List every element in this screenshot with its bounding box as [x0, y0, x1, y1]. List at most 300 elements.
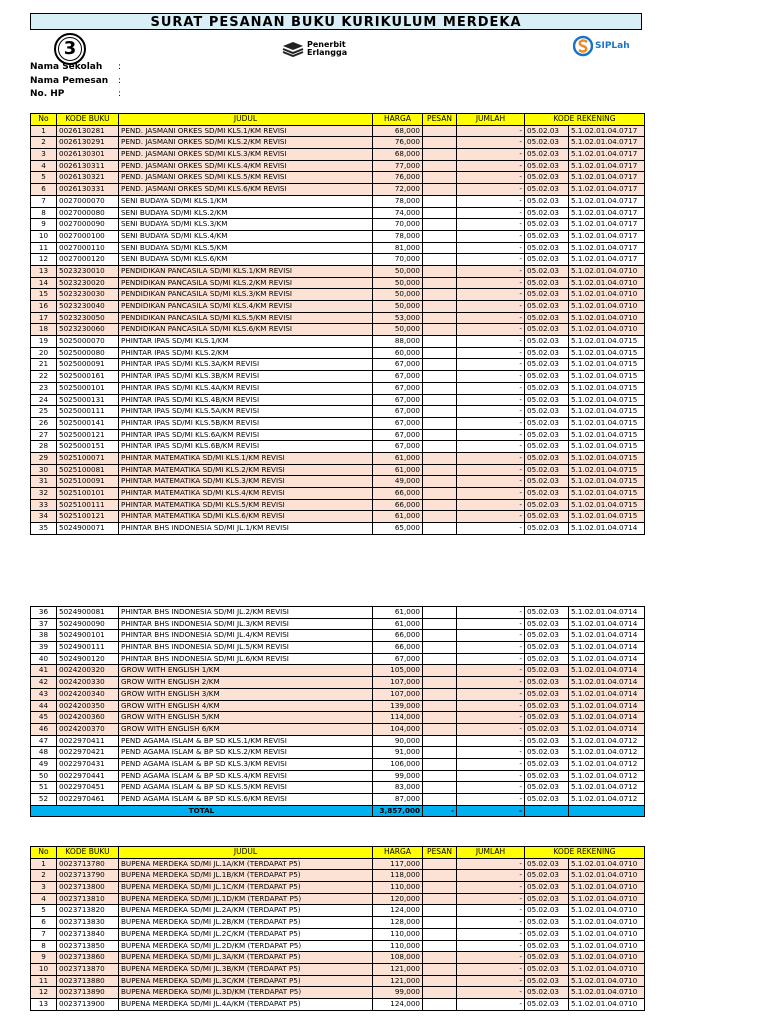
table-row [31, 870, 645, 882]
row-pesan-input[interactable] [423, 382, 457, 394]
row-no: 47 [31, 735, 57, 747]
row-judul: PHINTAR IPAS SD/MI KLS.6B/KM REVISI [119, 441, 373, 453]
col-pesan: PESAN [423, 114, 457, 126]
row-judul: PEND AGAMA ISLAM & BP SD KLS.1/KM REVISI [119, 735, 373, 747]
row-judul: SENI BUDAYA SD/MI KLS.2/KM [119, 207, 373, 219]
row-kode-rek-1: 05.02.03 [525, 336, 569, 348]
row-harga: 53,000 [373, 312, 423, 324]
row-no: 1 [31, 125, 57, 137]
row-kode-rek-2: 5.1.02.01.04.0714 [569, 688, 645, 700]
row-kode-rek-1: 05.02.03 [525, 359, 569, 371]
row-kode-rek-2: 5.1.02.01.04.0715 [569, 359, 645, 371]
row-jumlah: - [457, 677, 525, 689]
row-pesan-input[interactable] [423, 172, 457, 184]
row-harga: 67,000 [373, 441, 423, 453]
row-pesan-input[interactable] [423, 952, 457, 964]
row-pesan-input[interactable] [423, 975, 457, 987]
table-row [31, 265, 645, 277]
row-jumlah: - [457, 464, 525, 476]
row-kode-rek-2: 5.1.02.01.04.0710 [569, 312, 645, 324]
row-harga: 67,000 [373, 359, 423, 371]
row-kode-rek-2: 5.1.02.01.04.0712 [569, 770, 645, 782]
row-kode-rek-2: 5.1.02.01.04.0710 [569, 289, 645, 301]
row-pesan-input[interactable] [423, 289, 457, 301]
row-no: 1 [31, 858, 57, 870]
row-kode-buku: 0023713810 [57, 893, 119, 905]
row-kode-rek-1: 05.02.03 [525, 712, 569, 724]
row-pesan-input[interactable] [423, 441, 457, 453]
row-pesan-input[interactable] [423, 125, 457, 137]
row-judul: SENI BUDAYA SD/MI KLS.4/KM [119, 230, 373, 242]
row-judul: PHINTAR MATEMATIKA SD/MI KLS.4/KM REVISI [119, 488, 373, 500]
row-pesan-input[interactable] [423, 417, 457, 429]
row-pesan-input[interactable] [423, 700, 457, 712]
row-pesan-input[interactable] [423, 712, 457, 724]
row-pesan-input[interactable] [423, 301, 457, 313]
table-row [31, 905, 645, 917]
row-kode-rek-2: 5.1.02.01.04.0710 [569, 917, 645, 929]
row-jumlah: - [457, 770, 525, 782]
row-pesan-input[interactable] [423, 184, 457, 196]
row-pesan-input[interactable] [423, 893, 457, 905]
row-harga: 121,000 [373, 963, 423, 975]
col-judul: JUDUL [119, 114, 373, 126]
row-no: 3 [31, 882, 57, 894]
row-no: 43 [31, 688, 57, 700]
row-judul: BUPENA MERDEKA SD/MI JL.3A/KM (TERDAPAT P5) [119, 952, 373, 964]
table-row [31, 677, 645, 689]
row-jumlah: - [457, 230, 525, 242]
row-no: 35 [31, 523, 57, 535]
row-pesan-input[interactable] [423, 265, 457, 277]
row-kode-rek-2: 5.1.02.01.04.0710 [569, 987, 645, 999]
row-pesan-input[interactable] [423, 677, 457, 689]
row-harga: 50,000 [373, 289, 423, 301]
row-pesan-input[interactable] [423, 230, 457, 242]
row-jumlah: - [457, 952, 525, 964]
row-kode-buku: 0024200320 [57, 665, 119, 677]
row-harga: 67,000 [373, 394, 423, 406]
info-phone-colon: : [118, 89, 122, 99]
table-row [31, 312, 645, 324]
info-school [30, 61, 122, 73]
row-pesan-input[interactable] [423, 476, 457, 488]
row-pesan-input[interactable] [423, 642, 457, 654]
row-judul: BUPENA MERDEKA SD/MI JL.1C/KM (TERDAPAT P5) [119, 882, 373, 894]
row-harga: 66,000 [373, 488, 423, 500]
row-kode-rek-1: 05.02.03 [525, 265, 569, 277]
total-jumlah: - [457, 805, 525, 817]
row-harga: 76,000 [373, 137, 423, 149]
row-harga: 76,000 [373, 172, 423, 184]
row-pesan-input[interactable] [423, 723, 457, 735]
row-kode-rek-1: 05.02.03 [525, 987, 569, 999]
row-no: 24 [31, 394, 57, 406]
row-kode-rek-1: 05.02.03 [525, 952, 569, 964]
row-no: 10 [31, 963, 57, 975]
row-kode-rek-1: 05.02.03 [525, 324, 569, 336]
row-pesan-input[interactable] [423, 758, 457, 770]
row-pesan-input[interactable] [423, 371, 457, 383]
row-kode-rek-2: 5.1.02.01.04.0717 [569, 230, 645, 242]
table-row [31, 511, 645, 523]
row-jumlah: - [457, 782, 525, 794]
table-row [31, 277, 645, 289]
row-kode-rek-1: 05.02.03 [525, 452, 569, 464]
row-kode-rek-2: 5.1.02.01.04.0715 [569, 371, 645, 383]
row-harga: 90,000 [373, 735, 423, 747]
row-kode-rek-1: 05.02.03 [525, 905, 569, 917]
row-harga: 61,000 [373, 464, 423, 476]
row-pesan-input[interactable] [423, 782, 457, 794]
col-judul: JUDUL [119, 847, 373, 859]
row-pesan-input[interactable] [423, 794, 457, 806]
row-jumlah: - [457, 653, 525, 665]
row-harga: 66,000 [373, 630, 423, 642]
row-judul: PHINTAR IPAS SD/MI KLS.6A/KM REVISI [119, 429, 373, 441]
row-kode-rek-1: 05.02.03 [525, 723, 569, 735]
row-jumlah: - [457, 207, 525, 219]
table-row [31, 952, 645, 964]
table-row [31, 499, 645, 511]
row-pesan-input[interactable] [423, 324, 457, 336]
table-row [31, 219, 645, 231]
row-kode-buku: 0023713800 [57, 882, 119, 894]
row-pesan-input[interactable] [423, 254, 457, 266]
table-row [31, 394, 645, 406]
row-no: 29 [31, 452, 57, 464]
col-no: No [31, 847, 57, 859]
table-row [31, 242, 645, 254]
row-kode-rek-2: 5.1.02.01.04.0710 [569, 928, 645, 940]
row-kode-rek-2: 5.1.02.01.04.0715 [569, 452, 645, 464]
row-kode-rek-2: 5.1.02.01.04.0715 [569, 382, 645, 394]
total-harga: 3,857,000 [373, 805, 423, 817]
row-judul: GROW WITH ENGLISH 6/KM [119, 723, 373, 735]
table-row [31, 630, 645, 642]
table-row [31, 289, 645, 301]
row-no: 30 [31, 464, 57, 476]
row-no: 40 [31, 653, 57, 665]
row-kode-rek-2: 5.1.02.01.04.0717 [569, 195, 645, 207]
table-row [31, 371, 645, 383]
row-harga: 114,000 [373, 712, 423, 724]
row-kode-rek-2: 5.1.02.01.04.0717 [569, 149, 645, 161]
row-jumlah: - [457, 940, 525, 952]
row-kode-rek-1: 05.02.03 [525, 277, 569, 289]
row-kode-buku: 5025000091 [57, 359, 119, 371]
row-harga: 67,000 [373, 417, 423, 429]
row-pesan-input[interactable] [423, 406, 457, 418]
row-harga: 77,000 [373, 160, 423, 172]
row-no: 14 [31, 277, 57, 289]
siplah-label: SIPLah [595, 41, 630, 51]
row-harga: 50,000 [373, 277, 423, 289]
row-pesan-input[interactable] [423, 207, 457, 219]
row-judul: SENI BUDAYA SD/MI KLS.5/KM [119, 242, 373, 254]
row-harga: 128,000 [373, 917, 423, 929]
row-jumlah: - [457, 499, 525, 511]
row-kode-buku: 5025100081 [57, 464, 119, 476]
row-judul: SENI BUDAYA SD/MI KLS.1/KM [119, 195, 373, 207]
row-kode-rek-1: 05.02.03 [525, 382, 569, 394]
row-no: 26 [31, 417, 57, 429]
row-kode-rek-2: 5.1.02.01.04.0717 [569, 242, 645, 254]
row-kode-rek-2: 5.1.02.01.04.0710 [569, 265, 645, 277]
row-jumlah: - [457, 928, 525, 940]
row-harga: 50,000 [373, 301, 423, 313]
row-pesan-input[interactable] [423, 858, 457, 870]
row-judul: SENI BUDAYA SD/MI KLS.6/KM [119, 254, 373, 266]
row-harga: 61,000 [373, 452, 423, 464]
row-pesan-input[interactable] [423, 688, 457, 700]
table-row [31, 770, 645, 782]
row-pesan-input[interactable] [423, 312, 457, 324]
row-pesan-input[interactable] [423, 940, 457, 952]
row-harga: 88,000 [373, 336, 423, 348]
row-kode-rek-1: 05.02.03 [525, 184, 569, 196]
row-kode-rek-1: 05.02.03 [525, 499, 569, 511]
row-kode-rek-2: 5.1.02.01.04.0717 [569, 125, 645, 137]
row-kode-buku: 5023230050 [57, 312, 119, 324]
row-pesan-input[interactable] [423, 928, 457, 940]
row-kode-rek-2: 5.1.02.01.04.0715 [569, 417, 645, 429]
table-row [31, 406, 645, 418]
row-judul: BUPENA MERDEKA SD/MI JL.4A/KM (TERDAPAT P5) [119, 998, 373, 1010]
col-kode-rekening: KODE REKENING [525, 114, 645, 126]
row-kode-buku: 5025000141 [57, 417, 119, 429]
row-kode-rek-2: 5.1.02.01.04.0717 [569, 207, 645, 219]
col-kode-buku: KODE BUKU [57, 847, 119, 859]
table-row [31, 441, 645, 453]
row-kode-buku: 0023713900 [57, 998, 119, 1010]
row-pesan-input[interactable] [423, 987, 457, 999]
row-kode-rek-1: 05.02.03 [525, 160, 569, 172]
row-jumlah: - [457, 406, 525, 418]
row-pesan-input[interactable] [423, 653, 457, 665]
table-row [31, 893, 645, 905]
row-pesan-input[interactable] [423, 149, 457, 161]
table-row [31, 476, 645, 488]
row-kode-buku: 0023713870 [57, 963, 119, 975]
row-pesan-input[interactable] [423, 998, 457, 1010]
row-kode-rek-1: 05.02.03 [525, 511, 569, 523]
row-kode-buku: 0026130311 [57, 160, 119, 172]
row-judul: PHINTAR IPAS SD/MI KLS.5B/KM REVISI [119, 417, 373, 429]
row-no: 50 [31, 770, 57, 782]
row-judul: PHINTAR IPAS SD/MI KLS.1/KM [119, 336, 373, 348]
row-judul: PHINTAR IPAS SD/MI KLS.3B/KM REVISI [119, 371, 373, 383]
row-pesan-input[interactable] [423, 882, 457, 894]
row-pesan-input[interactable] [423, 137, 457, 149]
table-row [31, 940, 645, 952]
row-kode-rek-1: 05.02.03 [525, 677, 569, 689]
row-jumlah: - [457, 917, 525, 929]
row-harga: 70,000 [373, 219, 423, 231]
row-pesan-input[interactable] [423, 195, 457, 207]
row-pesan-input[interactable] [423, 607, 457, 619]
row-judul: PHINTAR IPAS SD/MI KLS.4A/KM REVISI [119, 382, 373, 394]
row-pesan-input[interactable] [423, 630, 457, 642]
row-no: 48 [31, 747, 57, 759]
row-pesan-input[interactable] [423, 336, 457, 348]
publisher-line-2: Erlangga [307, 48, 348, 57]
row-no: 16 [31, 301, 57, 313]
row-jumlah: - [457, 289, 525, 301]
row-pesan-input[interactable] [423, 905, 457, 917]
row-harga: 50,000 [373, 324, 423, 336]
row-pesan-input[interactable] [423, 464, 457, 476]
row-jumlah: - [457, 265, 525, 277]
row-kode-buku: 0022970431 [57, 758, 119, 770]
row-jumlah: - [457, 160, 525, 172]
row-kode-rek-1: 05.02.03 [525, 242, 569, 254]
row-kode-rek-2: 5.1.02.01.04.0710 [569, 952, 645, 964]
row-pesan-input[interactable] [423, 347, 457, 359]
row-kode-buku: 0024200330 [57, 677, 119, 689]
row-kode-buku: 0024200350 [57, 700, 119, 712]
row-harga: 99,000 [373, 770, 423, 782]
row-harga: 68,000 [373, 149, 423, 161]
row-judul: BUPENA MERDEKA SD/MI JL.3B/KM (TERDAPAT P5) [119, 963, 373, 975]
row-pesan-input[interactable] [423, 160, 457, 172]
row-pesan-input[interactable] [423, 488, 457, 500]
row-harga: 110,000 [373, 940, 423, 952]
row-kode-rek-1: 05.02.03 [525, 858, 569, 870]
row-pesan-input[interactable] [423, 523, 457, 535]
row-pesan-input[interactable] [423, 618, 457, 630]
row-harga: 81,000 [373, 242, 423, 254]
row-kode-buku: 0022970461 [57, 794, 119, 806]
row-kode-rek-1: 05.02.03 [525, 207, 569, 219]
table-row [31, 324, 645, 336]
row-jumlah: - [457, 277, 525, 289]
row-pesan-input[interactable] [423, 511, 457, 523]
row-kode-rek-1: 05.02.03 [525, 917, 569, 929]
row-kode-buku: 0023713840 [57, 928, 119, 940]
row-no: 9 [31, 219, 57, 231]
table-row [31, 928, 645, 940]
row-kode-buku: 5025000131 [57, 394, 119, 406]
row-kode-buku: 0026130301 [57, 149, 119, 161]
row-judul: PHINTAR IPAS SD/MI KLS.2/KM [119, 347, 373, 359]
row-kode-buku: 0026130291 [57, 137, 119, 149]
row-pesan-input[interactable] [423, 917, 457, 929]
row-no: 15 [31, 289, 57, 301]
publisher-line-1: Penerbit [307, 40, 346, 49]
table-row [31, 735, 645, 747]
row-kode-buku: 5025000161 [57, 371, 119, 383]
row-pesan-input[interactable] [423, 870, 457, 882]
row-no: 34 [31, 511, 57, 523]
row-kode-buku: 5023230040 [57, 301, 119, 313]
row-no: 49 [31, 758, 57, 770]
row-kode-buku: 0027000070 [57, 195, 119, 207]
table-row [31, 747, 645, 759]
row-no: 36 [31, 607, 57, 619]
table-row [31, 523, 645, 535]
table-row [31, 429, 645, 441]
row-no: 4 [31, 893, 57, 905]
row-pesan-input[interactable] [423, 429, 457, 441]
col-jumlah: JUMLAH [457, 114, 525, 126]
row-kode-rek-2: 5.1.02.01.04.0712 [569, 747, 645, 759]
row-no: 11 [31, 242, 57, 254]
row-no: 45 [31, 712, 57, 724]
row-harga: 87,000 [373, 794, 423, 806]
row-judul: PHINTAR MATEMATIKA SD/MI KLS.3/KM REVISI [119, 476, 373, 488]
row-no: 25 [31, 406, 57, 418]
row-no: 12 [31, 987, 57, 999]
table-row [31, 172, 645, 184]
row-judul: GROW WITH ENGLISH 5/KM [119, 712, 373, 724]
row-pesan-input[interactable] [423, 277, 457, 289]
row-harga: 50,000 [373, 265, 423, 277]
row-pesan-input[interactable] [423, 219, 457, 231]
info-orderer-label: Nama Pemesan [30, 76, 109, 86]
row-kode-rek-1: 05.02.03 [525, 700, 569, 712]
row-jumlah: - [457, 870, 525, 882]
table-row [31, 184, 645, 196]
row-no: 28 [31, 441, 57, 453]
row-harga: 106,000 [373, 758, 423, 770]
row-kode-buku: 0026130281 [57, 125, 119, 137]
row-pesan-input[interactable] [423, 499, 457, 511]
row-judul: BUPENA MERDEKA SD/MI JL.1A/KM (TERDAPAT P5) [119, 858, 373, 870]
row-judul: GROW WITH ENGLISH 2/KM [119, 677, 373, 689]
row-pesan-input[interactable] [423, 770, 457, 782]
row-harga: 110,000 [373, 928, 423, 940]
row-no: 22 [31, 371, 57, 383]
info-orderer [30, 75, 122, 87]
row-jumlah: - [457, 137, 525, 149]
row-kode-rek-1: 05.02.03 [525, 665, 569, 677]
row-pesan-input[interactable] [423, 963, 457, 975]
row-kode-buku: 5025000151 [57, 441, 119, 453]
row-pesan-input[interactable] [423, 735, 457, 747]
table-row [31, 452, 645, 464]
row-jumlah: - [457, 429, 525, 441]
row-jumlah: - [457, 242, 525, 254]
row-jumlah: - [457, 382, 525, 394]
row-kode-rek-1: 05.02.03 [525, 476, 569, 488]
row-judul: BUPENA MERDEKA SD/MI JL.2D/KM (TERDAPAT P5) [119, 940, 373, 952]
row-harga: 67,000 [373, 371, 423, 383]
table-row [31, 723, 645, 735]
row-no: 8 [31, 940, 57, 952]
row-harga: 74,000 [373, 207, 423, 219]
row-kode-buku: 5024900090 [57, 618, 119, 630]
row-jumlah: - [457, 893, 525, 905]
row-no: 27 [31, 429, 57, 441]
row-kode-rek-2: 5.1.02.01.04.0715 [569, 406, 645, 418]
row-judul: PEND. JASMANI ORKES SD/MI KLS.4/KM REVISI [119, 160, 373, 172]
row-judul: PEND AGAMA ISLAM & BP SD KLS.2/KM REVISI [119, 747, 373, 759]
row-pesan-input[interactable] [423, 359, 457, 371]
row-pesan-input[interactable] [423, 394, 457, 406]
row-pesan-input[interactable] [423, 242, 457, 254]
row-judul: SENI BUDAYA SD/MI KLS.3/KM [119, 219, 373, 231]
row-kode-buku: 0027000100 [57, 230, 119, 242]
row-jumlah: - [457, 975, 525, 987]
table-row [31, 488, 645, 500]
row-jumlah: - [457, 172, 525, 184]
row-pesan-input[interactable] [423, 747, 457, 759]
row-pesan-input[interactable] [423, 452, 457, 464]
row-jumlah: - [457, 987, 525, 999]
row-pesan-input[interactable] [423, 665, 457, 677]
row-jumlah: - [457, 735, 525, 747]
